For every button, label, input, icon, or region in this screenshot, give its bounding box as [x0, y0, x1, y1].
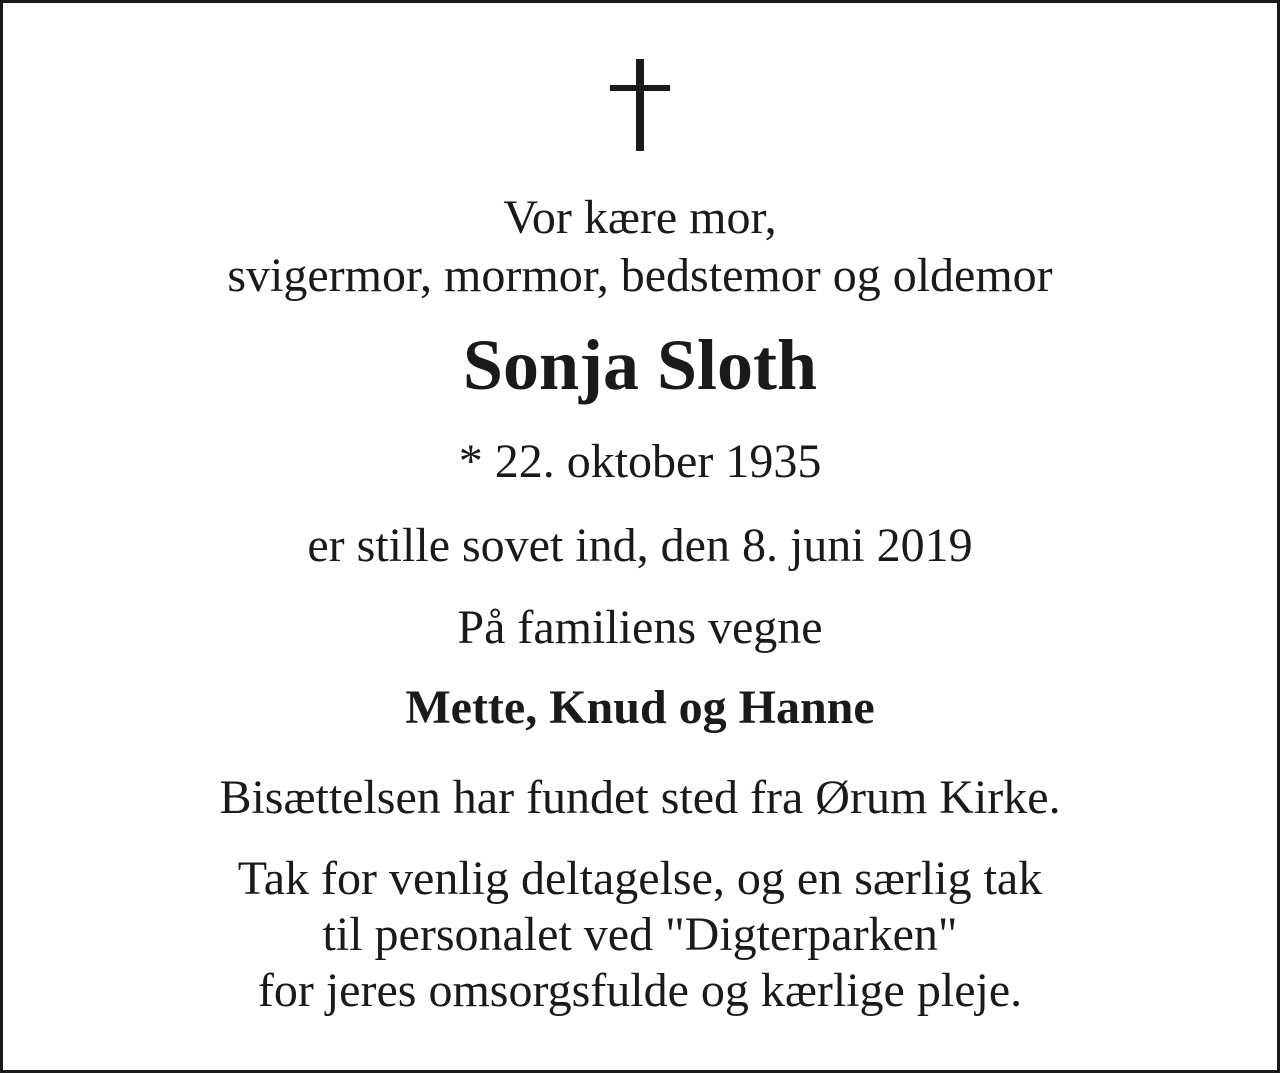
family-names: Mette, Knud og Hanne — [405, 681, 875, 734]
cross-icon — [3, 59, 1277, 151]
birth-date: * 22. oktober 1935 — [458, 435, 822, 488]
funeral-text: Bisættelsen har fundet sted fra Ørum Kirke. — [219, 771, 1061, 824]
thanks-line: Tak for venlig deltagelse, og en særlig tak — [237, 852, 1043, 905]
intro-line: svigermor, mormor, bedstemor og oldemor — [227, 249, 1053, 302]
thanks-line: for jeres omsorgsfulde og kærlige pleje. — [257, 964, 1023, 1017]
death-date: er stille sovet ind, den 8. juni 2019 — [307, 519, 973, 572]
thanks-line: til personalet ved "Digterparken" — [322, 908, 958, 961]
behalf-text: På familiens vegne — [457, 601, 823, 654]
intro-text — [3, 189, 1277, 305]
thanks-text — [3, 851, 1277, 1019]
intro-line: Vor kære mor, — [503, 191, 777, 244]
deceased-name: Sonja Sloth — [462, 325, 818, 405]
